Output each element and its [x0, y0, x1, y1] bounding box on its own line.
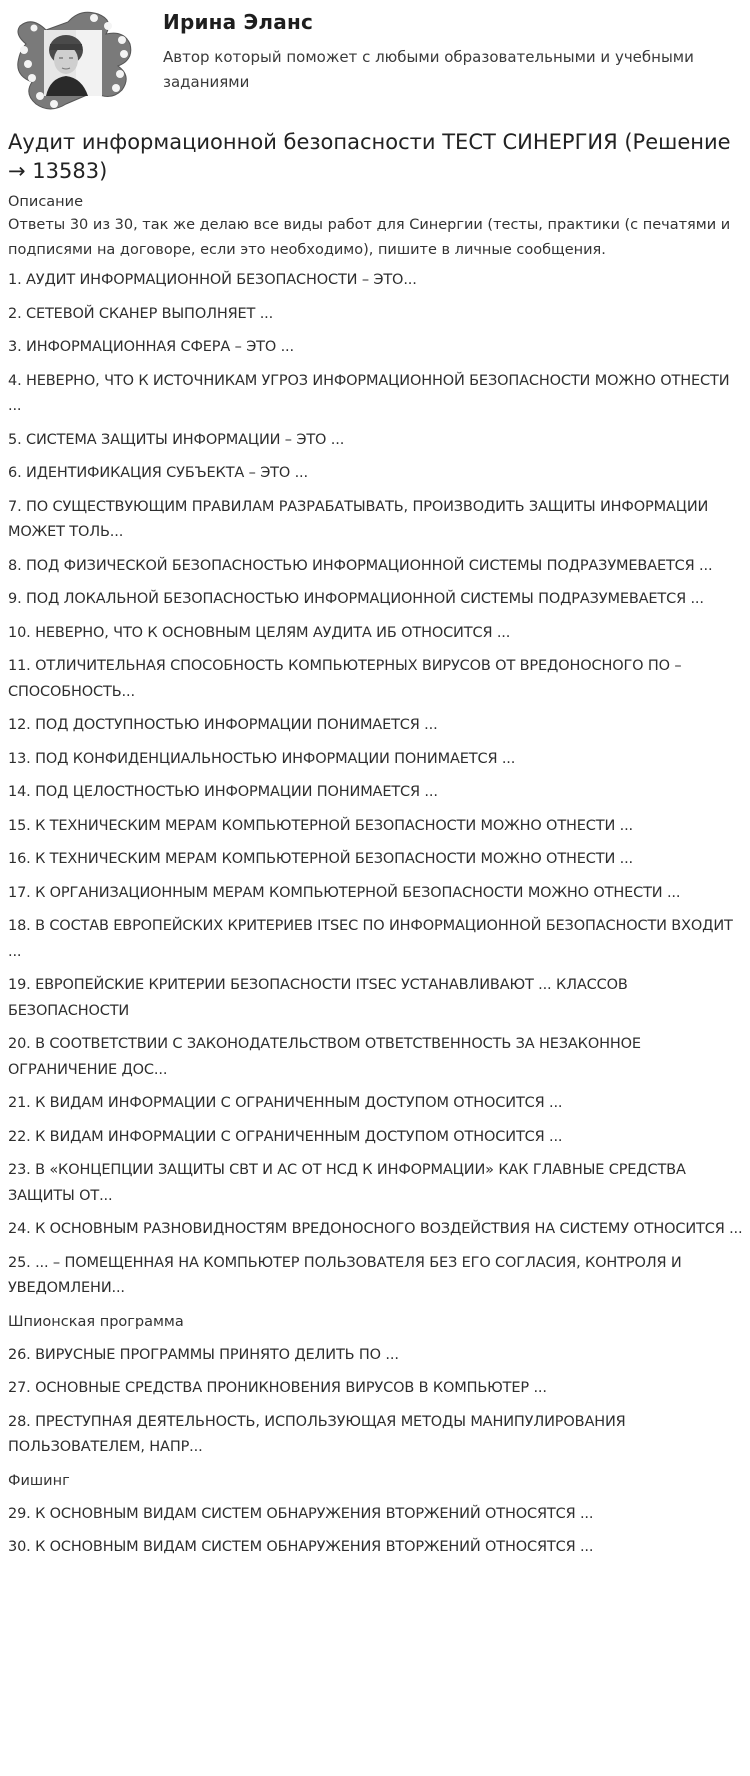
question-item: 27. ОСНОВНЫЕ СРЕДСТВА ПРОНИКНОВЕНИЯ ВИРУСОВ В КОМПЬЮТЕР ... — [8, 1380, 547, 1396]
question-item: 22. К ВИДАМ ИНФОРМАЦИИ С ОГРАНИЧЕННЫМ ДОСТУПОМ ОТНОСИТСЯ ... — [8, 1128, 563, 1145]
answer-text: Шпионская программа — [8, 1313, 184, 1330]
question-item: 3. ИНФОРМАЦИОННАЯ СФЕРА – ЭТО ... — [8, 339, 294, 355]
question-item: 1. АУДИТ ИНФОРМАЦИОННОЙ БЕЗОПАСНОСТИ – ЭТО... — [8, 272, 417, 288]
question-item: 29. К ОСНОВНЫМ ВИДАМ СИСТЕМ ОБНАРУЖЕНИЯ ВТОРЖЕНИЙ ОТНОСЯТСЯ ... — [8, 1505, 594, 1522]
question-item: 17. К ОРГАНИЗАЦИОННЫМ МЕРАМ КОМПЬЮТЕРНОЙ БЕЗОПАСНОСТИ МОЖНО ОТНЕСТИ ... — [8, 884, 681, 901]
question-item: 10. НЕВЕРНО, ЧТО К ОСНОВНЫМ ЦЕЛЯМ АУДИТА ИБ ОТНОСИТСЯ ... — [8, 624, 511, 641]
question-item: 4. НЕВЕРНО, ЧТО К ИСТОЧНИКАМ УГРОЗ ИНФОРМАЦИОННОЙ БЕЗОПАСНОСТИ МОЖНО ОТНЕСТИ ... — [8, 372, 730, 414]
question-item: 9. ПОД ЛОКАЛЬНОЙ БЕЗОПАСНОСТЬЮ ИНФОРМАЦИОННОЙ СИСТЕМЫ ПОДРАЗУМЕВАЕТСЯ ... — [8, 591, 704, 607]
answer-text: Фишинг — [8, 1472, 70, 1489]
description-text: Ответы 30 из 30, так же делаю все виды работ для Синергии (тесты, практики (с печатями и подписями на договоре, если это необходимо), пишите в личные сообщения. — [8, 217, 731, 258]
document-content — [8, 128, 743, 1569]
question-item: 20. В СООТВЕТСТВИИ С ЗАКОНОДАТЕЛЬСТВОМ ОТВЕТСТВЕННОСТЬ ЗА НЕЗАКОННОЕ ОГРАНИЧЕНИЕ ДОС... — [8, 1036, 641, 1078]
question-item: 8. ПОД ФИЗИЧЕСКОЙ БЕЗОПАСНОСТЬЮ ИНФОРМАЦИОННОЙ СИСТЕМЫ ПОДРАЗУМЕВАЕТСЯ ... — [8, 557, 713, 574]
question-item: 25. ... – ПОМЕЩЕННАЯ НА КОМПЬЮТЕР ПОЛЬЗОВАТЕЛЯ БЕЗ ЕГО СОГЛАСИЯ, КОНТРОЛЯ И УВЕДОМЛЕНИ... — [8, 1254, 682, 1296]
question-item: 11. ОТЛИЧИТЕЛЬНАЯ СПОСОБНОСТЬ КОМПЬЮТЕРНЫХ ВИРУСОВ ОТ ВРЕДОНОСНОГО ПО – СПОСОБНОСТЬ... — [8, 658, 682, 700]
question-item: 23. В «КОНЦЕПЦИИ ЗАЩИТЫ СВТ И АС ОТ НСД К ИНФОРМАЦИИ» КАК ГЛАВНЫЕ СРЕДСТВА ЗАЩИТЫ ОТ... — [8, 1162, 686, 1204]
question-item: 7. ПО СУЩЕСТВУЮЩИМ ПРАВИЛАМ РАЗРАБАТЫВАТЬ, ПРОИЗВОДИТЬ ЗАЩИТЫ ИНФОРМАЦИИ МОЖЕТ ТОЛЬ... — [8, 498, 709, 540]
question-item: 2. СЕТЕВОЙ СКАНЕР ВЫПОЛНЯЕТ ... — [8, 305, 274, 322]
question-item: 15. К ТЕХНИЧЕСКИМ МЕРАМ КОМПЬЮТЕРНОЙ БЕЗОПАСНОСТИ МОЖНО ОТНЕСТИ ... — [8, 817, 634, 834]
question-item: 6. ИДЕНТИФИКАЦИЯ СУБЪЕКТА – ЭТО ... — [8, 465, 308, 481]
question-item: 26. ВИРУСНЫЕ ПРОГРАММЫ ПРИНЯТО ДЕЛИТЬ ПО ... — [8, 1346, 399, 1363]
question-item: 21. К ВИДАМ ИНФОРМАЦИИ С ОГРАНИЧЕННЫМ ДОСТУПОМ ОТНОСИТСЯ ... — [8, 1095, 563, 1111]
question-item: 14. ПОД ЦЕЛОСТНОСТЬЮ ИНФОРМАЦИИ ПОНИМАЕТСЯ ... — [8, 784, 438, 800]
question-item: 12. ПОД ДОСТУПНОСТЬЮ ИНФОРМАЦИИ ПОНИМАЕТСЯ ... — [8, 717, 438, 733]
question-item: 16. К ТЕХНИЧЕСКИМ МЕРАМ КОМПЬЮТЕРНОЙ БЕЗОПАСНОСТИ МОЖНО ОТНЕСТИ ... — [8, 851, 634, 867]
page-title: Аудит информационной безопасности ТЕСТ СИНЕРГИЯ (Решение → 13583) — [8, 130, 731, 183]
author-name[interactable]: Ирина Эланс — [163, 10, 314, 34]
author-description: Автор который поможет с любыми образовательными и учебными заданиями — [163, 48, 694, 91]
question-item: 24. К ОСНОВНЫМ РАЗНОВИДНОСТЯМ ВРЕДОНОСНОГО ВОЗДЕЙСТВИЯ НА СИСТЕМУ ОТНОСИТСЯ ... — [8, 1221, 743, 1237]
author-avatar-icon[interactable] — [6, 4, 136, 114]
question-item: 28. ПРЕСТУПНАЯ ДЕЯТЕЛЬНОСТЬ, ИСПОЛЬЗУЮЩАЯ МЕТОДЫ МАНИПУЛИРОВАНИЯ ПОЛЬЗОВАТЕЛЕМ, НАПР... — [8, 1413, 626, 1455]
question-item: 18. В СОСТАВ ЕВРОПЕЙСКИХ КРИТЕРИЕВ ITSEC ПО ИНФОРМАЦИОННОЙ БЕЗОПАСНОСТИ ВХОДИТ ... — [8, 918, 733, 960]
author-header — [0, 0, 750, 118]
question-item: 30. К ОСНОВНЫМ ВИДАМ СИСТЕМ ОБНАРУЖЕНИЯ ВТОРЖЕНИЙ ОТНОСЯТСЯ ... — [8, 1539, 594, 1555]
description-label: Описание — [8, 194, 83, 210]
question-item: 13. ПОД КОНФИДЕНЦИАЛЬНОСТЬЮ ИНФОРМАЦИИ ПОНИМАЕТСЯ ... — [8, 750, 516, 767]
question-list — [8, 268, 743, 1561]
question-item: 19. ЕВРОПЕЙСКИЕ КРИТЕРИИ БЕЗОПАСНОСТИ ITSEC УСТАНАВЛИВАЮТ ... КЛАССОВ БЕЗОПАСНОСТИ — [8, 977, 628, 1019]
question-item: 5. СИСТЕМА ЗАЩИТЫ ИНФОРМАЦИИ – ЭТО ... — [8, 431, 345, 448]
